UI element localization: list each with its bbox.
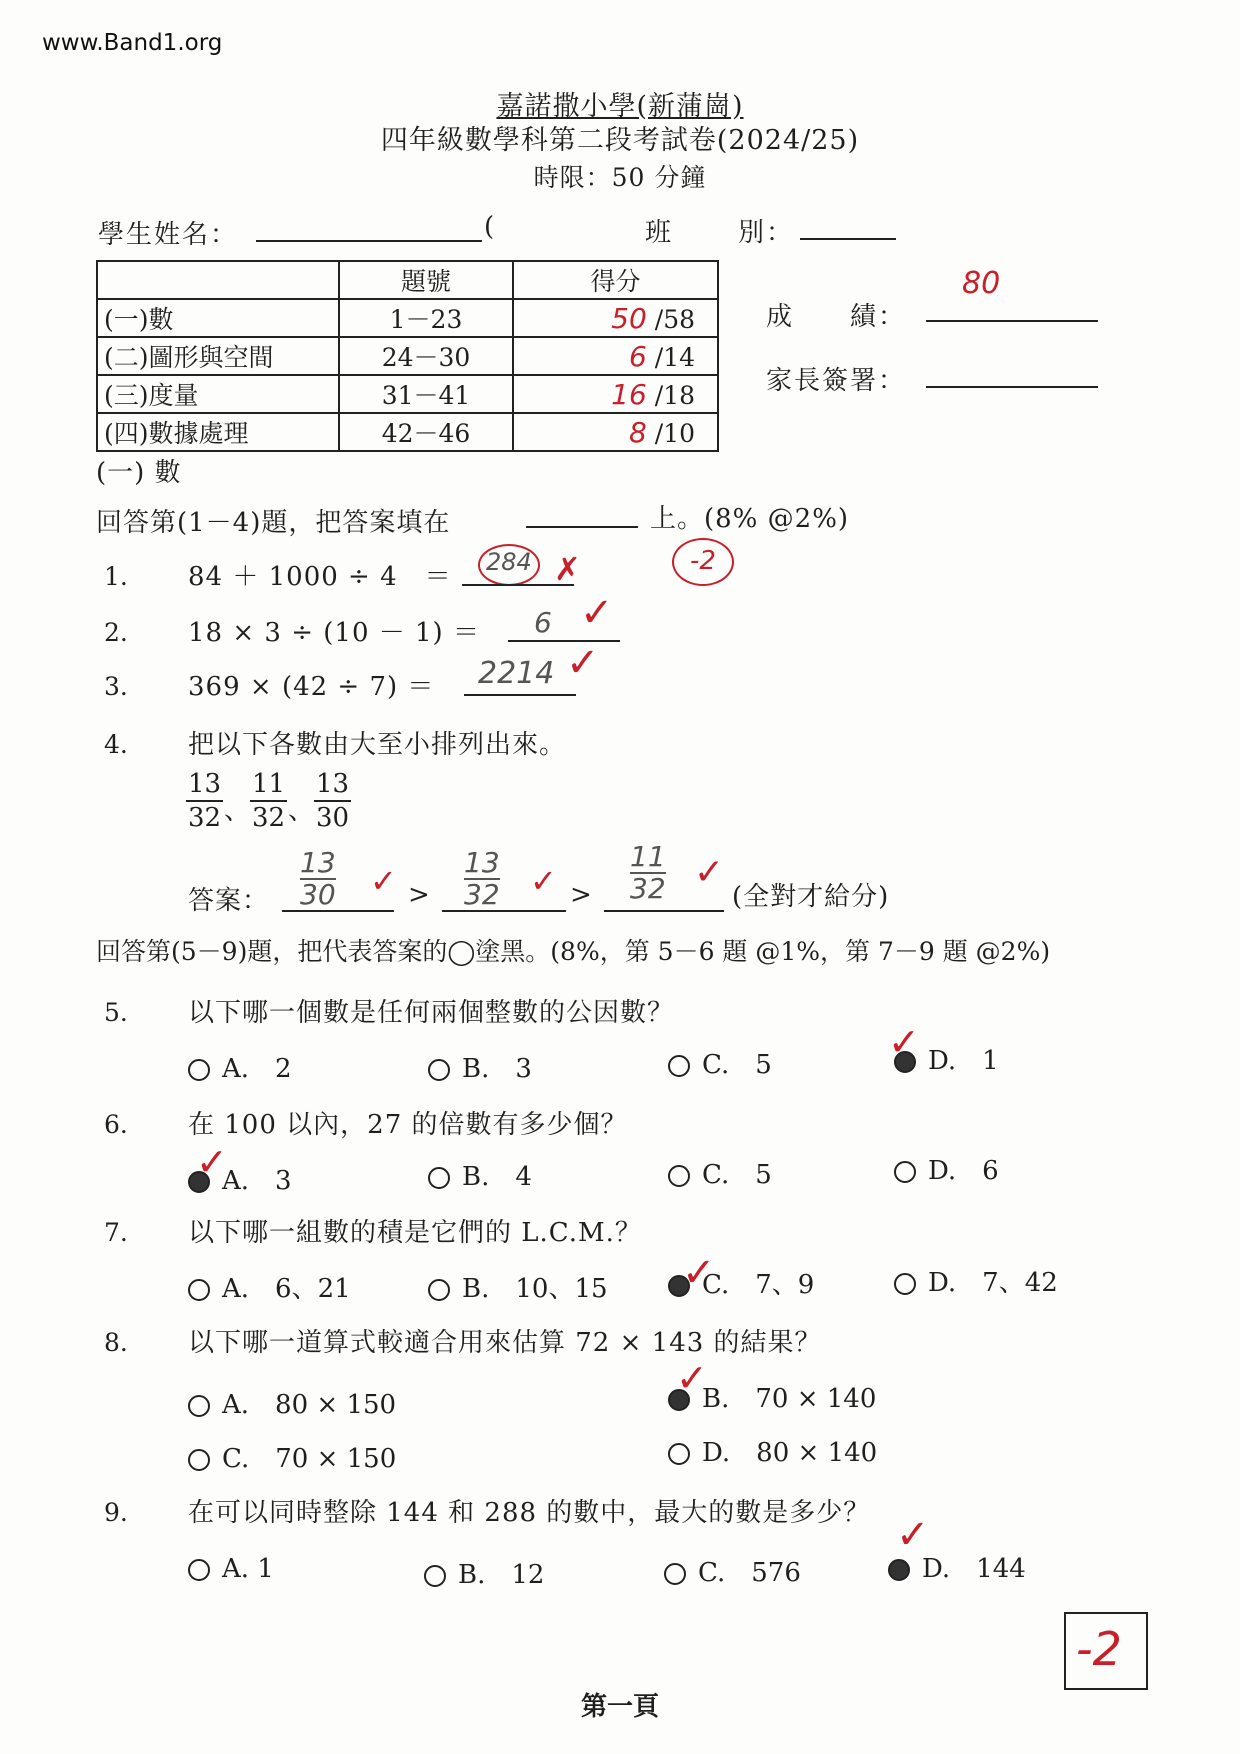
greater-than: > bbox=[408, 880, 431, 910]
answer-note: (全對才給分) bbox=[732, 882, 890, 912]
time-limit: 時限：50 分鐘 bbox=[533, 163, 707, 192]
table-header-cell: 題號 bbox=[339, 261, 513, 299]
range-cell: 42－46 bbox=[339, 413, 513, 451]
denominator: 30 bbox=[300, 878, 336, 911]
answer-label: 答案： bbox=[188, 886, 270, 916]
grade-blank bbox=[926, 318, 1098, 322]
radio-circle[interactable] bbox=[664, 1563, 686, 1585]
instruction-1: 回答第(1－4)題，把答案填在 bbox=[96, 508, 451, 538]
table-row bbox=[97, 375, 718, 413]
numerator: 11 bbox=[630, 840, 666, 873]
section-cell: (二)圖形與空間 bbox=[97, 337, 339, 375]
answer-blank bbox=[604, 908, 724, 912]
paren-open: ( bbox=[484, 212, 497, 242]
table-row bbox=[97, 299, 718, 337]
answer-handwritten: 2214 bbox=[478, 656, 555, 691]
score-cell bbox=[513, 375, 718, 413]
check-mark: ✓ bbox=[370, 862, 397, 900]
radio-circle[interactable] bbox=[188, 1559, 210, 1581]
section-heading: (一) 數 bbox=[96, 458, 182, 488]
range-cell: 1－23 bbox=[339, 299, 513, 337]
radio-circle[interactable] bbox=[188, 1279, 210, 1301]
score-total: /10 bbox=[654, 418, 695, 448]
score-handwritten: 6 bbox=[628, 339, 647, 373]
separator: 、 bbox=[288, 796, 316, 826]
question-text: 18 × 3 ÷ (10 － 1) ＝ bbox=[188, 618, 480, 648]
numerator: 11 bbox=[250, 768, 287, 802]
instruction-1-tail: 上。(8% @2%) bbox=[650, 504, 850, 534]
check-mark: ✓ bbox=[196, 1140, 228, 1184]
check-mark: ✓ bbox=[888, 1020, 920, 1064]
table-header-cell bbox=[97, 261, 339, 299]
check-mark: ✓ bbox=[682, 1250, 716, 1296]
radio-circle[interactable] bbox=[188, 1449, 210, 1471]
option-a[interactable]: A. 1 bbox=[188, 1554, 274, 1584]
score-handwritten: 50 bbox=[611, 301, 647, 335]
option-b[interactable]: B. 12 bbox=[424, 1554, 544, 1591]
score-table bbox=[96, 260, 719, 452]
radio-circle[interactable] bbox=[428, 1279, 450, 1301]
radio-circle[interactable] bbox=[188, 1059, 210, 1081]
radio-circle[interactable] bbox=[668, 1165, 690, 1187]
radio-circle[interactable] bbox=[894, 1161, 916, 1183]
section-cell: (四)數據處理 bbox=[97, 413, 339, 451]
fraction bbox=[250, 768, 287, 834]
score-cell bbox=[513, 299, 718, 337]
question-text: 369 × (42 ÷ 7) ＝ bbox=[188, 672, 435, 702]
question-number: 2. bbox=[104, 618, 128, 647]
option-d[interactable]: D. 1 bbox=[894, 1040, 999, 1077]
section-cell: (三)度量 bbox=[97, 375, 339, 413]
option-d[interactable]: D. 144 bbox=[888, 1548, 1026, 1585]
exam-title: 四年級數學科第二段考試卷(2024/25) bbox=[380, 125, 860, 156]
question-number: 7. bbox=[104, 1218, 128, 1247]
check-mark: ✓ bbox=[580, 590, 614, 636]
range-cell: 31－41 bbox=[339, 375, 513, 413]
answer-handwritten: 6 bbox=[534, 606, 552, 639]
question-text: 84 ＋ 1000 ÷ 4 ＝ bbox=[188, 562, 452, 592]
answer-fraction bbox=[300, 848, 336, 910]
question-text: 以下哪一個數是任何兩個整數的公因數？ bbox=[188, 998, 675, 1028]
score-total: /14 bbox=[654, 342, 695, 372]
page-deduction-mark: -2 bbox=[1076, 1622, 1122, 1676]
question-number: 5. bbox=[104, 998, 128, 1027]
parent-signature-blank bbox=[926, 384, 1098, 388]
class-blank bbox=[800, 236, 896, 240]
question-number: 4. bbox=[104, 730, 128, 759]
denominator: 32 bbox=[188, 803, 222, 833]
numerator: 13 bbox=[464, 846, 500, 879]
question-text: 把以下各數由大至小排列出來。 bbox=[188, 730, 567, 760]
grade-value: 80 bbox=[962, 266, 1001, 301]
option-d[interactable]: D. 80 × 140 bbox=[668, 1432, 877, 1469]
check-mark: ✓ bbox=[676, 1356, 708, 1400]
answer-fraction bbox=[464, 848, 500, 910]
answer-blank bbox=[442, 908, 566, 912]
denominator: 32 bbox=[464, 878, 500, 911]
denominator: 30 bbox=[316, 803, 350, 833]
question-number: 9. bbox=[104, 1498, 128, 1527]
question-number: 6. bbox=[104, 1110, 128, 1139]
separator: 、 bbox=[224, 796, 252, 826]
section-cell: (一)數 bbox=[97, 299, 339, 337]
option-b[interactable]: B. 3 bbox=[428, 1048, 532, 1085]
score-handwritten: 8 bbox=[628, 415, 647, 449]
score-cell bbox=[513, 413, 718, 451]
radio-circle-filled[interactable] bbox=[888, 1559, 910, 1581]
name-blank bbox=[256, 238, 482, 242]
radio-circle[interactable] bbox=[668, 1443, 690, 1465]
radio-circle[interactable] bbox=[894, 1273, 916, 1295]
table-row bbox=[97, 337, 718, 375]
question-text: 以下哪一組數的積是它們的 L.C.M.？ bbox=[188, 1218, 642, 1248]
cross-mark: ✗ bbox=[554, 550, 581, 588]
watermark: www.Band1.org bbox=[42, 30, 223, 56]
check-mark: ✓ bbox=[694, 852, 725, 893]
option-b[interactable]: B. 70 × 140 bbox=[668, 1378, 876, 1415]
check-mark: ✓ bbox=[530, 862, 557, 900]
greater-than: > bbox=[570, 880, 593, 910]
fraction bbox=[314, 768, 351, 834]
option-a[interactable]: A. 2 bbox=[188, 1048, 292, 1085]
answer-handwritten: 284 bbox=[486, 548, 532, 576]
score-total: /58 bbox=[654, 304, 695, 334]
denominator: 32 bbox=[630, 872, 666, 905]
numerator: 13 bbox=[314, 768, 351, 802]
question-text: 在可以同時整除 144 和 288 的數中，最大的數是多少？ bbox=[188, 1498, 871, 1528]
radio-circle[interactable] bbox=[188, 1395, 210, 1417]
question-number: 8. bbox=[104, 1328, 128, 1357]
table-header-row bbox=[97, 261, 718, 299]
fraction bbox=[186, 768, 223, 834]
option-c[interactable]: C. 5 bbox=[668, 1044, 772, 1081]
table-header-cell: 得分 bbox=[513, 261, 718, 299]
question-number: 1. bbox=[104, 562, 128, 591]
question-text: 以下哪一道算式較適合用來估算 72 × 143 的結果？ bbox=[188, 1328, 822, 1358]
option-c[interactable]: C. 7、9 bbox=[668, 1264, 814, 1301]
name-label: 學生姓名： bbox=[98, 220, 239, 250]
numerator: 13 bbox=[300, 846, 336, 879]
page-footer: 第一頁 bbox=[580, 1692, 659, 1722]
answer-blank bbox=[282, 908, 394, 912]
check-mark: ✓ bbox=[896, 1512, 930, 1558]
answer-fraction bbox=[630, 842, 666, 904]
radio-circle[interactable] bbox=[668, 1055, 690, 1077]
answer-blank bbox=[464, 692, 576, 696]
deduction-mark: -2 bbox=[672, 538, 734, 586]
radio-circle[interactable] bbox=[428, 1059, 450, 1081]
option-b[interactable]: B. 10、15 bbox=[428, 1268, 608, 1305]
radio-circle[interactable] bbox=[424, 1565, 446, 1587]
score-total: /18 bbox=[654, 380, 695, 410]
page-deduction-box bbox=[1064, 1612, 1148, 1690]
range-cell: 24－30 bbox=[339, 337, 513, 375]
school-name: 嘉諾撒小學(新蒲崗) bbox=[496, 91, 744, 122]
option-c[interactable]: C. 576 bbox=[664, 1552, 801, 1589]
radio-circle[interactable] bbox=[428, 1167, 450, 1189]
question-text: 在 100 以內，27 的倍數有多少個？ bbox=[188, 1110, 628, 1140]
option-d[interactable]: D. 6 bbox=[894, 1150, 999, 1187]
score-cell bbox=[513, 337, 718, 375]
numerator: 13 bbox=[186, 768, 223, 802]
option-c[interactable]: C. 5 bbox=[668, 1154, 772, 1191]
instruction-2: 回答第(5－9)題，把代表答案的◯塗黑。(8%，第 5－6 題 @1%，第 7－9 題 @2%) bbox=[96, 937, 1051, 966]
class-label: 班 bbox=[645, 218, 674, 248]
table-row bbox=[97, 413, 718, 451]
option-a[interactable]: A. 3 bbox=[188, 1160, 292, 1197]
denominator: 32 bbox=[252, 803, 286, 833]
option-a[interactable]: A. 80 × 150 bbox=[188, 1384, 396, 1421]
option-d[interactable]: D. 7、42 bbox=[894, 1262, 1058, 1299]
answer-blank bbox=[508, 638, 620, 642]
option-a[interactable]: A. 6、21 bbox=[188, 1268, 351, 1305]
score-handwritten: 16 bbox=[611, 377, 647, 411]
instruction-blank bbox=[526, 524, 638, 528]
option-b[interactable]: B. 4 bbox=[428, 1156, 532, 1193]
option-c[interactable]: C. 70 × 150 bbox=[188, 1438, 396, 1475]
check-mark: ✓ bbox=[566, 640, 600, 686]
class-sep: 別： bbox=[738, 218, 795, 248]
grade-label: 成 績： bbox=[766, 302, 907, 332]
parent-label: 家長簽署： bbox=[766, 366, 907, 396]
question-number: 3. bbox=[104, 672, 128, 701]
